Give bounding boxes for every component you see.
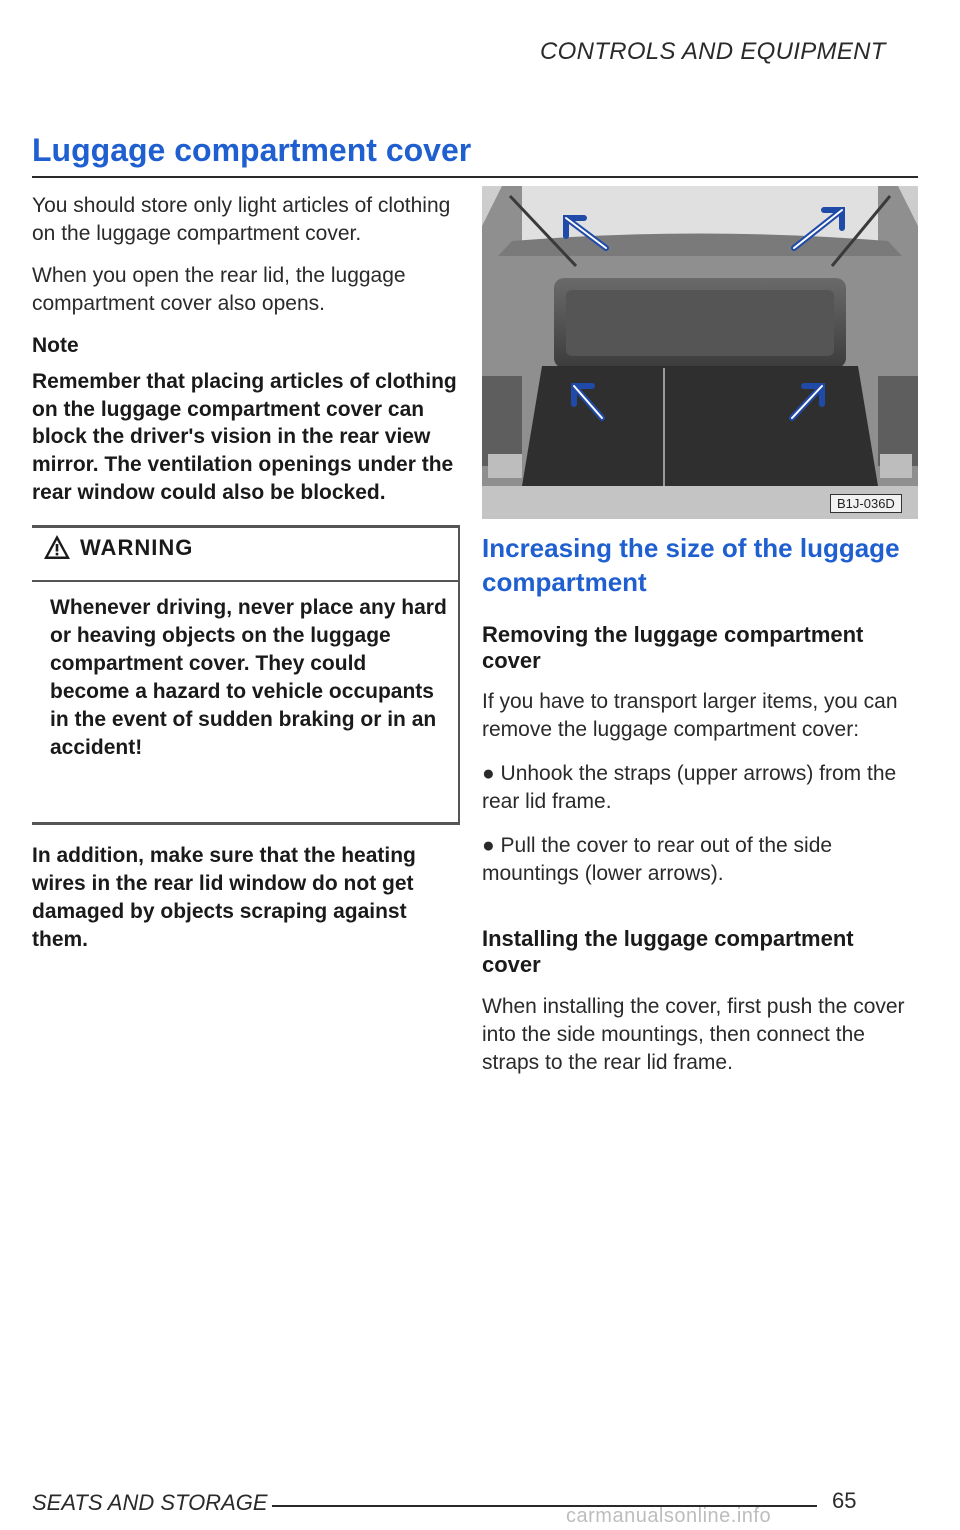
warning-text: Whenever driving, never place any hard or heaving objects on the luggage compartment cover. They could become a hazard to vehicle occupants in the event of sudden braking or in an accident! [50, 596, 447, 759]
note-text: Remember that placing articles of clothing on the luggage compartment cover can block the driver's vision in the rear view mirror. The ventilation openings under the rear window could also be blocked. [32, 369, 457, 505]
warning-triangle-icon [42, 533, 72, 566]
addition-block [32, 842, 460, 954]
intro-paragraph: You should store only light articles of clothing on the luggage compartment cover. [32, 194, 451, 245]
bullet-icon: ● [482, 762, 501, 786]
figure-code-label: B1J-036D [830, 494, 902, 513]
luggage-cover-figure [482, 186, 918, 519]
bullet-text: Unhook the straps (upper arrows) from the rear lid frame. [482, 762, 897, 814]
removing-intro: If you have to transport larger items, you can remove the luggage compartment cover: [482, 690, 898, 742]
warning-label: WARNING [80, 535, 194, 560]
removing-heading: Removing the luggage compartment cover [482, 621, 864, 673]
watermark: carmanualsonline.info [566, 1505, 772, 1527]
installing-text: When installing the cover, first push the cover into the side mountings, then connect the straps to the rear lid frame. [482, 994, 905, 1074]
bullet-icon: ● [482, 834, 501, 858]
note-label: Note [32, 333, 79, 357]
increasing-size-subtitle: Increasing the size of the luggage compartment [482, 533, 900, 597]
installing-heading: Installing the luggage compartment cover [482, 925, 854, 978]
warning-rule [32, 580, 460, 582]
list-item [482, 832, 918, 888]
warning-body [50, 594, 450, 762]
running-header: CONTROLS AND EQUIPMENT [540, 38, 886, 65]
left-column [32, 192, 460, 507]
rear-lid-paragraph: When you open the rear lid, the luggage compartment cover also opens. [32, 263, 406, 315]
right-column [482, 532, 918, 1076]
list-item [482, 760, 918, 816]
title-rule [32, 176, 918, 178]
page-number: 65 [832, 1488, 857, 1513]
bullet-text: Pull the cover to rear out of the side mountings (lower arrows). [482, 834, 833, 885]
footer-section: SEATS AND STORAGE [32, 1490, 268, 1515]
addition-text: In addition, make sure that the heating wires in the rear lid window do not get damaged by objects scraping against them. [32, 844, 416, 951]
page-title: Luggage compartment cover [32, 132, 472, 168]
